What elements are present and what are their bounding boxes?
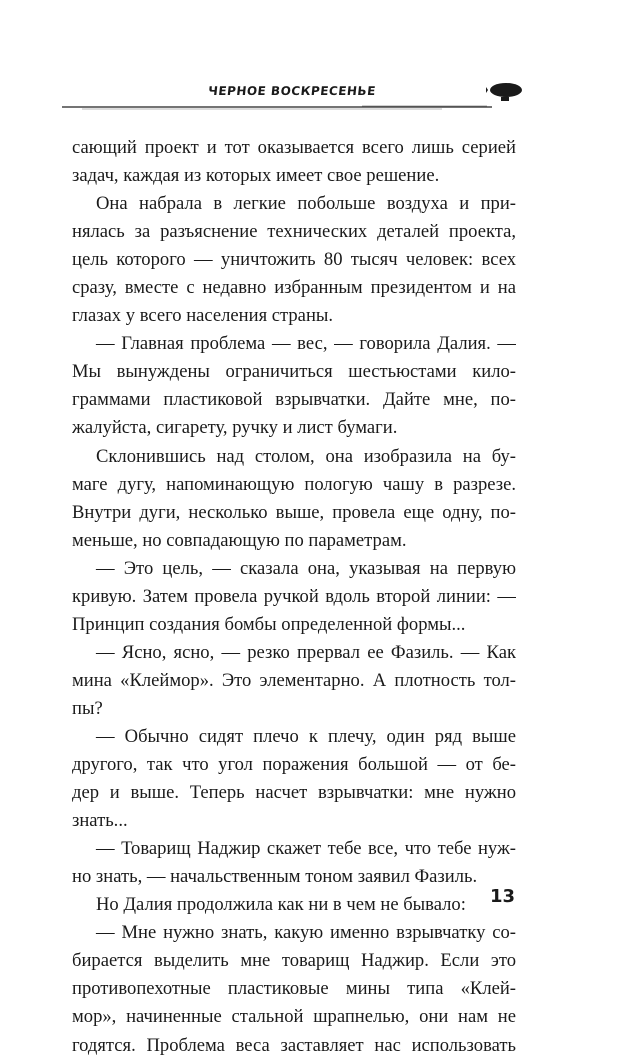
- text-line: нялась за разъяснение технических деталей проекта,: [72, 221, 516, 243]
- text-line: Мы вынуждены ограничиться шестьюстами кило-: [72, 361, 516, 383]
- text-line: — Мне нужно знать, какую именно взрывчатку со-: [96, 922, 516, 944]
- text-line: другого, так что угол поражения большой — от бе-: [72, 754, 516, 776]
- header-rule-icon: [62, 104, 532, 112]
- airship-icon: [486, 80, 526, 106]
- text-line: — Главная проблема — вес, — говорила Далия. —: [96, 333, 516, 355]
- text-line: знать...: [72, 810, 128, 832]
- text-line: маге дугу, напоминающую пологую чашу в разрезе.: [72, 473, 516, 495]
- text-line: жалуйста, сигарету, ручку и лист бумаги.: [72, 417, 398, 439]
- body-text: [72, 134, 516, 1060]
- text-line: мина «Клеймор». Это элементарно. А плотность тол-: [72, 669, 516, 691]
- running-title: ЧЕРНОЕ ВОСКРЕСЕНЬЕ: [207, 84, 377, 98]
- text-line: Склонившись над столом, она изобразила на бу-: [96, 445, 516, 467]
- text-line: сающий проект и тот оказывается всего лишь серией: [72, 137, 516, 158]
- text-line: — Это цель, — сказала она, указывая на первую: [96, 557, 516, 579]
- text-line: кривую. Затем провела ручкой вдоль второй линии: —: [72, 585, 516, 607]
- text-line: цель которого — уничтожить 80 тысяч человек: всех: [72, 249, 516, 271]
- text-line: Внутри дуги, несколько выше, провела еще одну, по-: [72, 501, 516, 523]
- text-line: — Товарищ Наджир скажет тебе все, что тебе нуж-: [96, 838, 516, 860]
- text-line: противопехотные пластиковые мины типа «Клей-: [72, 978, 516, 1000]
- text-line: но знать, — начальственным тоном заявил Фазиль.: [72, 866, 478, 888]
- text-line: мор», начиненные стальной шрапнелью, они нам не: [72, 1006, 516, 1028]
- text-line: задач, каждая из которых имеет свое решение.: [72, 165, 440, 187]
- text-line: Принцип создания бомбы определенной формы...: [72, 613, 466, 635]
- text-line: граммами пластиковой взрывчатки. Дайте мне, по-: [72, 389, 516, 411]
- text-line: Она набрала в легкие побольше воздуха и при-: [96, 193, 516, 215]
- text-line: глазах у всего населения страны.: [72, 305, 334, 327]
- text-line: — Ясно, ясно, — резко прервал ее Фазиль. — Как: [96, 641, 516, 663]
- text-line: меньше, но совпадающую по параметрам.: [72, 529, 407, 551]
- text-line: пы?: [72, 697, 103, 719]
- text-line: — Обычно сидят плечо к плечу, один ряд выше: [96, 725, 516, 747]
- text-line: дер и выше. Теперь насчет взрывчатки: мне нужно: [72, 782, 516, 804]
- page-number: 13: [489, 886, 515, 907]
- text-line: Но Далия продолжила как ни в чем не бывало:: [96, 894, 466, 916]
- running-head: [62, 78, 522, 118]
- text-line: сразу, вместе с недавно избранным президентом и на: [72, 277, 516, 299]
- text-line: годятся. Проблема веса заставляет нас использовать: [72, 1034, 516, 1056]
- text-line: бирается выделить мне товарищ Наджир. Если это: [72, 950, 516, 972]
